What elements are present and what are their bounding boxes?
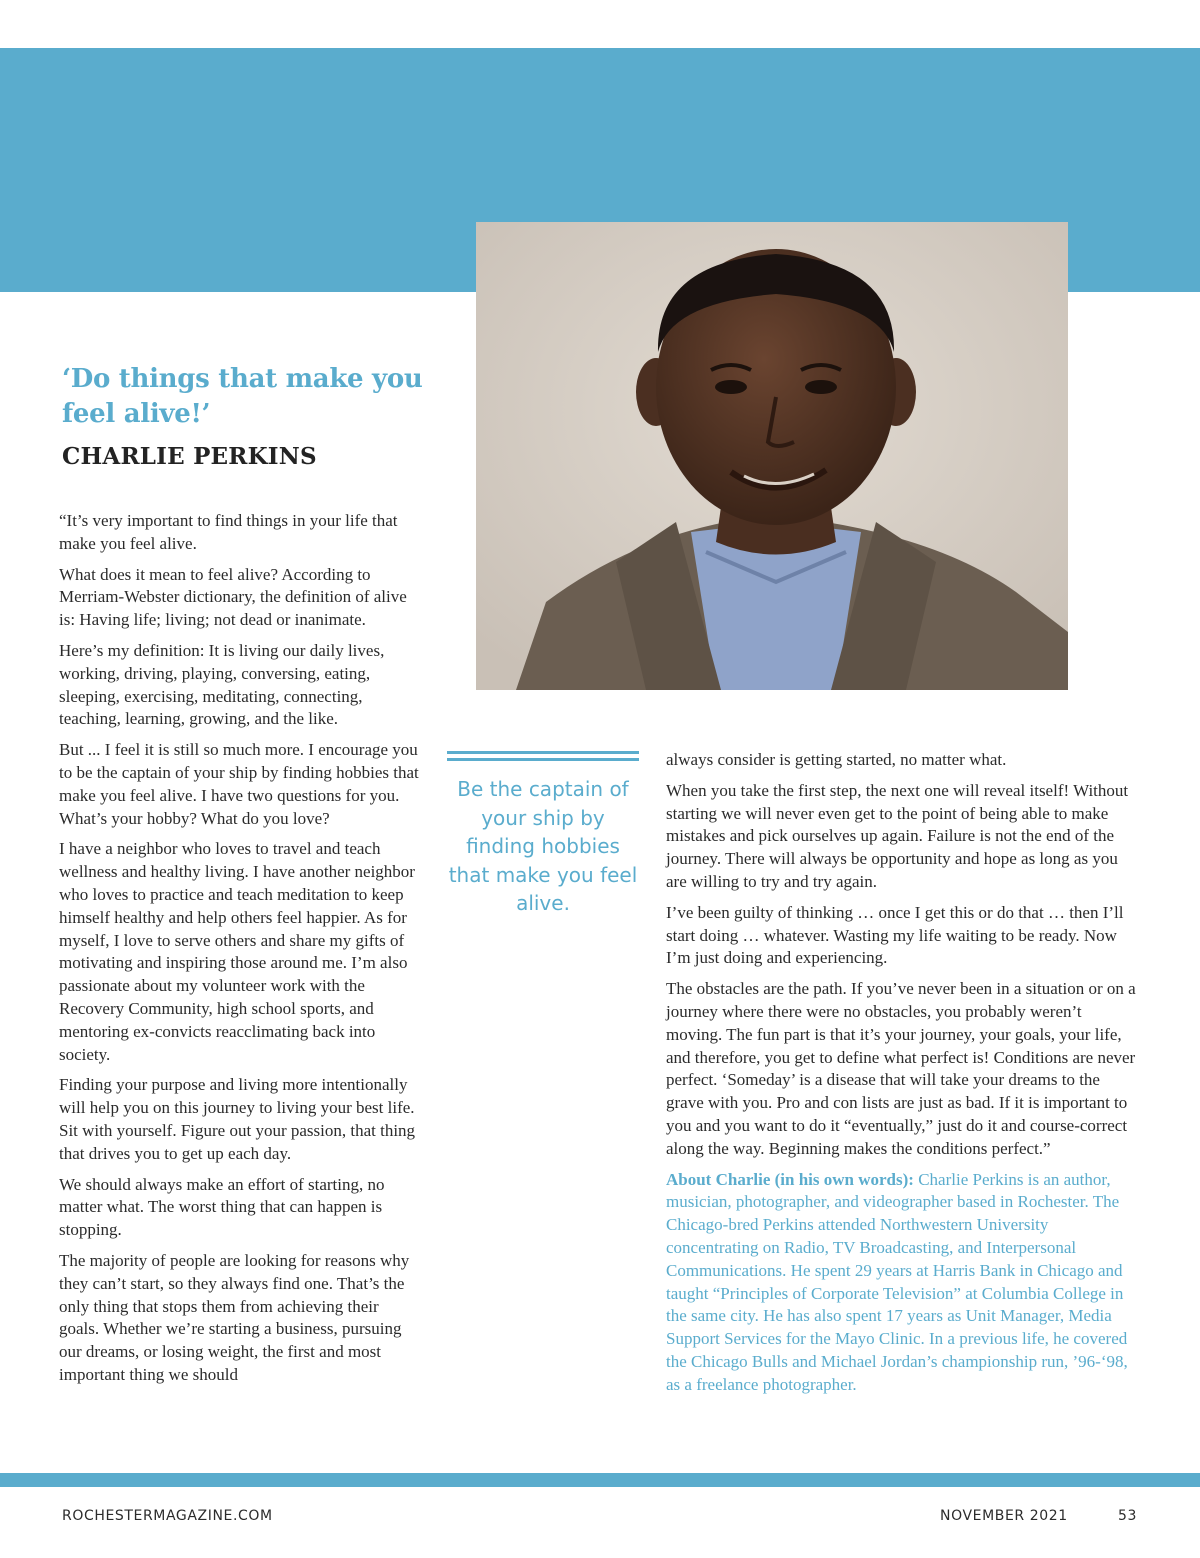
paragraph: What does it mean to feel alive? According to Merriam-Webster dictionary, the definition of alive is: Having life; living; not dead or inanimate.	[59, 564, 407, 630]
paragraph: When you take the first step, the next one will reveal itself! Without starting we will never even get to the point of being able to make mistakes and pick ourselves up again. Failure is not the end of the journey. There will always be opportunity and hope as long as you are willing to try and try again.	[666, 780, 1129, 891]
footer-issue-date: NOVEMBER 2021	[940, 1508, 1068, 1524]
pull-quote: Be the captain of your ship by finding hobbies that make you feel alive.	[448, 777, 638, 915]
body-column-right	[666, 749, 1138, 1405]
body-column-left	[59, 510, 423, 1395]
page-number: 53	[1118, 1508, 1138, 1524]
pull-quote-rule	[447, 751, 639, 761]
author-name: CHARLIE PERKINS	[62, 443, 317, 470]
paragraph: I have a neighbor who loves to travel and teach wellness and healthy living. I have another neighbor who loves to practice and teach meditation to keep himself healthy and help others feel happier. As for myself, I love to serve others and share my gifts of motivating and inspiring those around me. I’m also passionate about my volunteer work with the Recovery Community, high school sports, and mentoring ex-convicts reacclimating back into society.	[59, 839, 415, 1064]
paragraph: The majority of people are looking for reasons why they can’t start, so they always find one. That’s the only thing that stops them from achieving their goals. Whether we’re starting a business, pursuing our dreams, or losing weight, the first and most important thing we should	[59, 1250, 410, 1384]
footer-website: ROCHESTERMAGAZINE.COM	[62, 1508, 273, 1524]
author-bio-text: Charlie Perkins is an author, musician, photographer, and videographer based in Rochester. The Chicago-bred Perkins attended Northwestern University concentrating on Radio, TV Broadcasting, and Interpersonal Communications. He spent 29 years at Harris Bank in Chicago and taught “Principles of Corporate Television” at Columbia College in the same city. He has also spent 17 years as Unit Manager, Media Support Services for the Mayo Clinic. In a previous life, he covered the Chicago Bulls and Michael Jordan’s championship run, ’96-‘98, as a freelance photographer.	[666, 1169, 1128, 1394]
article-headline: ‘Do things that make you feel alive!’	[62, 364, 423, 429]
paragraph: We should always make an effort of starting, no matter what. The worst thing that can happen is stopping.	[59, 1174, 385, 1240]
paragraph: Here’s my definition: It is living our daily lives, working, driving, playing, conversing, eating, sleeping, exercising, meditating, connecting, teaching, learning, growing, and the like.	[59, 640, 385, 729]
paragraph: The obstacles are the path. If you’ve never been in a situation or on a journey where there were no obstacles, you probably weren’t moving. The fun part is that it’s your journey, your goals, your life, and therefore, you get to define what perfect is! Conditions are never perfect. ‘Someday’ is a disease that will take your dreams to the grave with you. Pro and con lists are just as bad. If it is important to you and you want to do it “eventually,” just do it and course-correct along the way. Beginning makes the conditions perfect.”	[666, 979, 1136, 1158]
paragraph: “It’s very important to find things in your life that make you feel alive.	[59, 511, 398, 553]
paragraph: Finding your purpose and living more intentionally will help you on this journey to living your best life. Sit with yourself. Figure out your passion, that thing that drives you to get up each day.	[59, 1075, 416, 1163]
paragraph: always consider is getting started, no matter what.	[666, 750, 1007, 769]
paragraph: But ... I feel it is still so much more. I encourage you to be the captain of your ship by finding hobbies that make you feel alive. I have two questions for you. What’s your hobby? What do you love?	[59, 740, 419, 828]
author-bio	[666, 1169, 1138, 1397]
portrait-photo	[476, 222, 1068, 690]
author-bio-lead: About Charlie (in his own words):	[666, 1169, 914, 1189]
bottom-color-band	[0, 1473, 1200, 1487]
paragraph: I’ve been guilty of thinking … once I get this or do that … then I’ll start doing … whatever. Wasting my life waiting to be ready. Now I’m just doing and experiencing.	[666, 902, 1124, 968]
